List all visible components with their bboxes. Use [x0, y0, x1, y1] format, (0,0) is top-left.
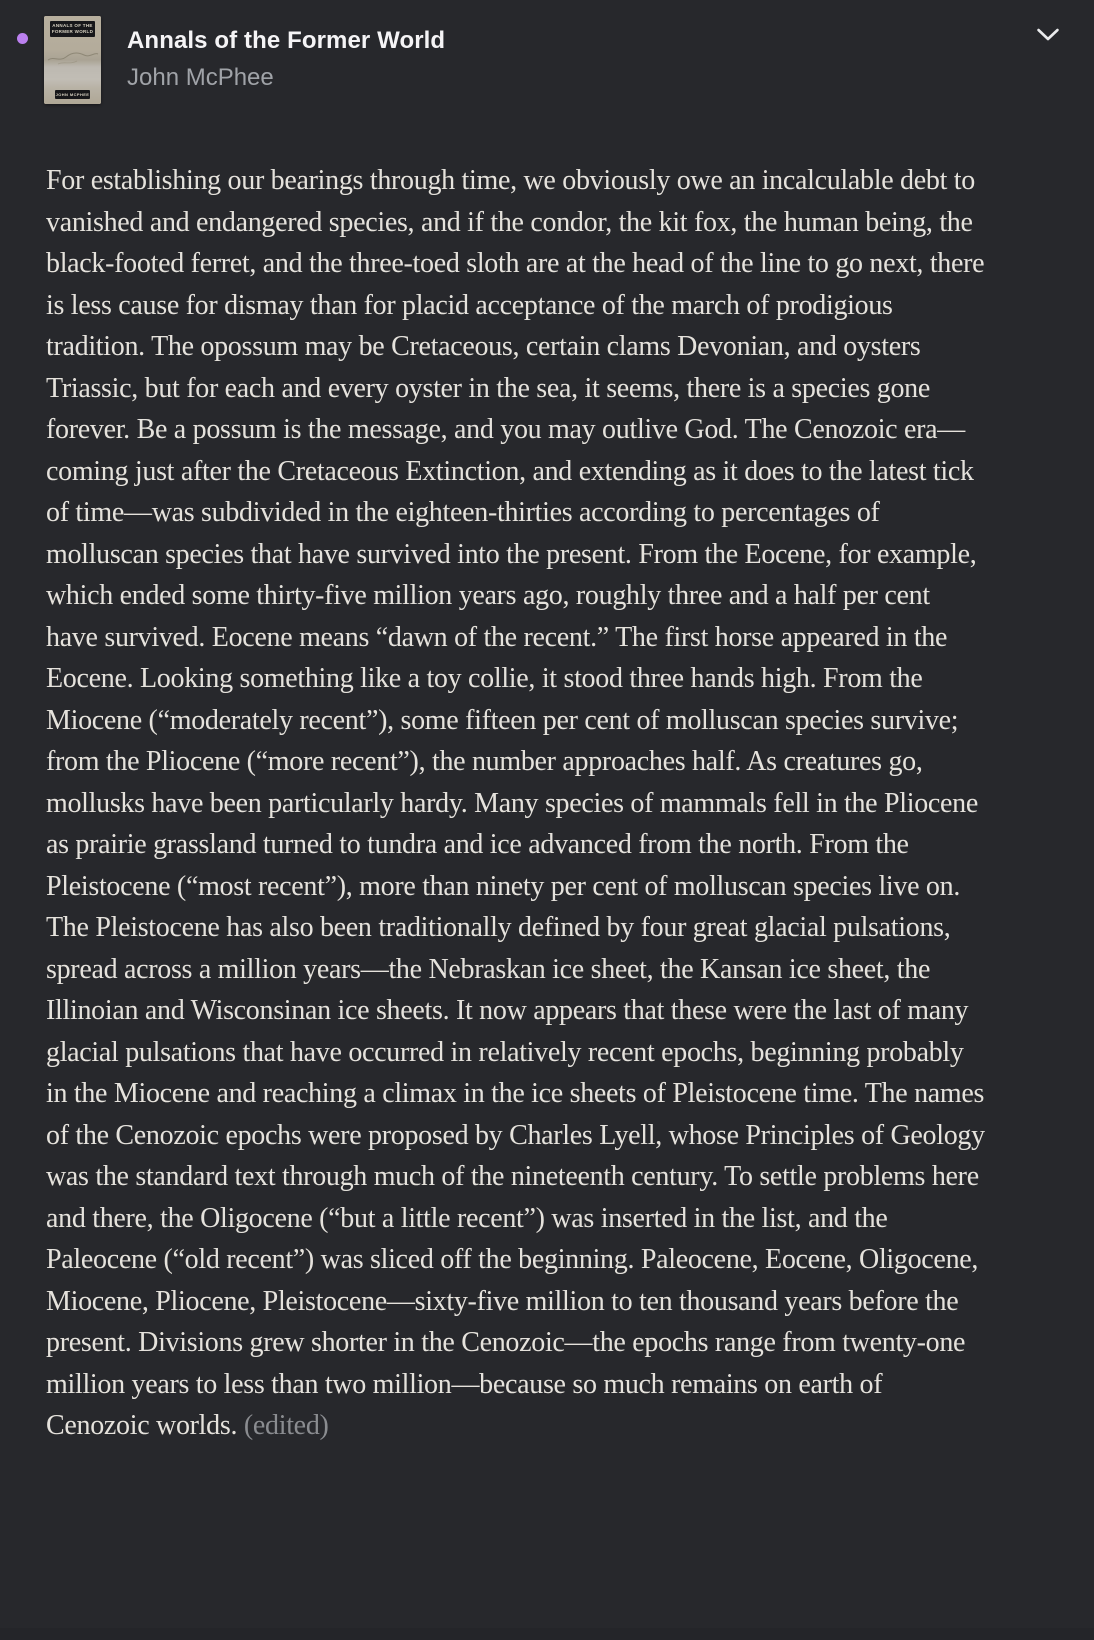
passage-paragraph — [46, 160, 988, 1447]
chevron-down-icon[interactable] — [1034, 24, 1062, 46]
book-title: Annals of the Former World — [127, 27, 446, 54]
cover-title-text: ANNALS OF THE FORMER WORLD — [50, 21, 95, 37]
bottom-divider — [0, 1628, 1094, 1640]
book-cover-thumbnail[interactable] — [44, 16, 101, 104]
passage-text: For establishing our bearings through time, we obviously owe an incalculable debt to vanished and endangered species, and if the condor, the kit fox, the human being, the black-footed ferret, and the three-toed sloth are at the head of the line to go next, there is less cause for dismay than for placid acceptance of the march of prodigious tradition. The opossum may be Cretaceous, certain clams Devonian, and oysters Triassic, but for each and every oyster in the sea, it seems, there is a species gone forever. Be a possum is the message, and you may outlive God. The Cenozoic era—coming just after the Cretaceous Extinction, and extending as it does to the latest tick of time—was subdivided in the eighteen-thirties according to percentages of molluscan species that have survived into the present. From the Eocene, for example, which ended some thirty-five million years ago, roughly three and a half per cent have survived. Eocene means “dawn of the recent.” The first horse appeared in the Eocene. Looking something like a toy collie, it stood three hands high. From the Miocene (“moderately recent”), some fifteen per cent of molluscan species survive; from the Pliocene (“more recent”), the number approaches half. As creatures go, mollusks have been particularly hardy. Many species of mammals fell in the Pliocene as prairie grassland turned to tundra and ice advanced from the north. From the Pleistocene (“most recent”), more than ninety per cent of molluscan species live on. The Pleistocene has also been traditionally defined by four great glacial pulsations, spread across a million years—the Nebraskan ice sheet, the Kansan ice sheet, the Illinoian and Wisconsinan ice sheets. It now appears that these were the last of many glacial pulsations that have occurred in relatively recent epochs, beginning probably in the Miocene and reaching a climax in the ice sheets of Pleistocene time. The names of the Cenozoic epochs were proposed by Charles Lyell, whose Principles of Geology was the standard text through much of the nineteenth century. To settle problems here and there, the Oligocene (“but a little recent”) was inserted in the list, and the Paleocene (“old recent”) was sliced off the beginning. Paleocene, Eocene, Oligocene, Miocene, Pliocene, Pleistocene—sixty-five million to ten thousand years before the present. Divisions grew shorter in the Cenozoic—the epochs range from twenty-one million years to less than two million—because so much remains on earth of Cenozoic worlds. — [46, 165, 985, 1441]
book-header[interactable] — [0, 0, 1094, 106]
edited-badge: (edited) — [243, 1410, 329, 1441]
unread-indicator-dot — [17, 33, 28, 44]
cover-author-text: JOHN MCPHEE — [55, 92, 90, 97]
book-author: John McPhee — [127, 64, 274, 91]
highlight-body — [0, 160, 1094, 1447]
